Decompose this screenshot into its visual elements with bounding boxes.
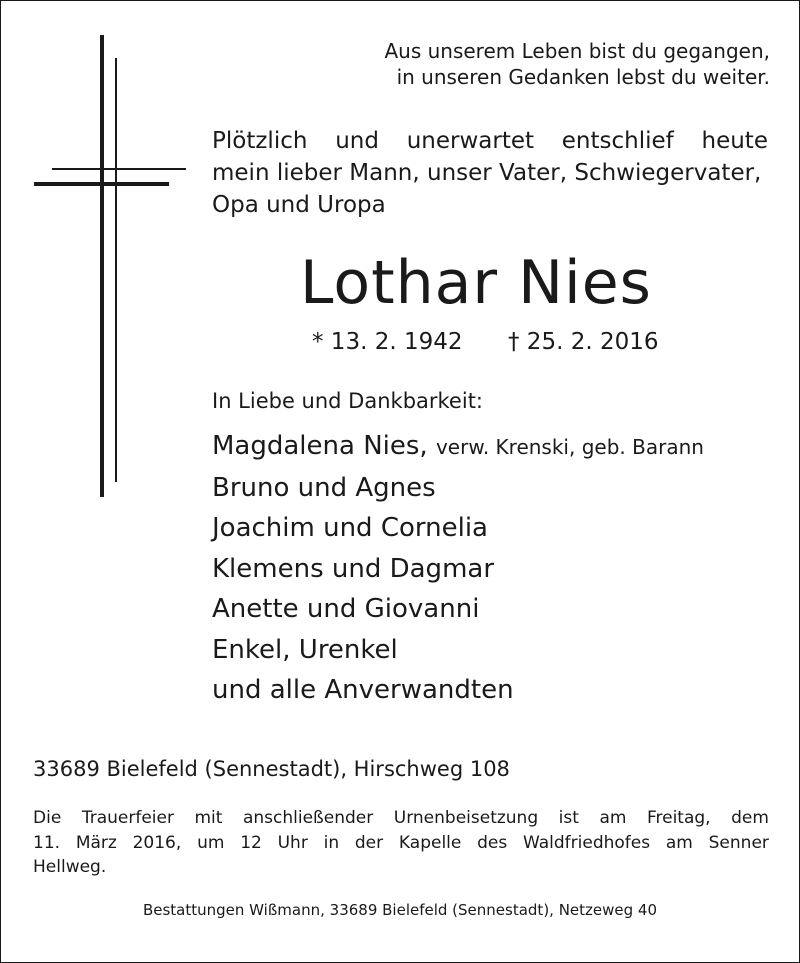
funeral-word: mit	[194, 808, 223, 828]
family-member: Anette und Giovanni	[212, 594, 480, 624]
funeral-word: Trauerfeier	[81, 808, 174, 828]
family-member: Bruno und Agnes	[212, 472, 436, 503]
birth-date: * 13. 2. 1942	[312, 329, 463, 355]
cross-vertical-thin	[115, 58, 117, 482]
death-date: † 25. 2. 2016	[508, 329, 659, 355]
intro-line	[212, 125, 768, 157]
funeral-word: Die	[33, 808, 62, 828]
motto	[350, 38, 770, 90]
motto-line: in unseren Gedanken lebst du weiter.	[396, 65, 770, 89]
intro-text	[212, 125, 768, 221]
family-member: und alle Anverwandten	[212, 675, 514, 705]
funeral-word: in	[323, 832, 340, 853]
funeral-word: der	[354, 832, 384, 853]
intro-line: Opa und Uropa	[212, 192, 386, 218]
intro-word: heute	[701, 128, 768, 154]
intro-word: und	[335, 128, 379, 154]
family-member	[212, 426, 704, 468]
funeral-word: Kapelle	[398, 832, 462, 853]
funeral-word: Freitag,	[646, 808, 711, 828]
funeral-word: 11.	[33, 832, 61, 853]
funeral-word: anschließender	[242, 808, 374, 828]
deceased-name: Lothar Nies	[300, 248, 652, 318]
cross-horizontal-thick	[34, 182, 169, 186]
intro-word: entschlief	[561, 128, 674, 154]
funeral-word: um	[197, 832, 225, 853]
funeral-word: 12	[240, 832, 262, 853]
widow-name: Magdalena Nies,	[212, 431, 428, 461]
funeral-word: Senner	[708, 832, 769, 853]
funeral-line	[33, 831, 769, 856]
thanks-heading: In Liebe und Dankbarkeit:	[212, 389, 484, 413]
intro-word: Plötzlich	[212, 128, 308, 154]
funeral-word: März	[75, 832, 117, 853]
mourning-address: 33689 Bielefeld (Sennestadt), Hirschweg 108	[33, 757, 510, 781]
cross-horizontal-thin	[52, 168, 186, 170]
funeral-word: ist	[558, 808, 579, 828]
funeral-word: des	[477, 832, 508, 853]
funeral-word: Uhr	[277, 832, 308, 853]
intro-word: unerwartet	[406, 128, 535, 154]
undertaker-info: Bestattungen Wißmann, 33689 Bielefeld (Sennestadt), Netzeweg 40	[142, 901, 658, 919]
family-member: Joachim und Cornelia	[212, 513, 488, 543]
funeral-word: Urnenbeisetzung	[393, 808, 539, 828]
funeral-word: 2016,	[132, 832, 182, 853]
funeral-word: Waldfriedhofes	[523, 832, 651, 853]
funeral-line: Hellweg.	[33, 857, 107, 877]
family-list	[212, 426, 704, 711]
family-member: Enkel, Urenkel	[212, 634, 398, 665]
intro-line: mein lieber Mann, unser Vater, Schwiegervater,	[212, 160, 762, 186]
funeral-info	[33, 806, 769, 880]
widow-detail: verw. Krenski, geb. Barann	[435, 435, 704, 459]
funeral-word: am	[665, 832, 693, 853]
motto-line: Aus unserem Leben bist du gegangen,	[384, 39, 770, 63]
funeral-word: dem	[731, 808, 769, 828]
cross-vertical-thick	[100, 35, 104, 497]
funeral-line	[33, 806, 769, 831]
funeral-word: am	[599, 808, 627, 828]
family-member: Klemens und Dagmar	[212, 553, 495, 584]
